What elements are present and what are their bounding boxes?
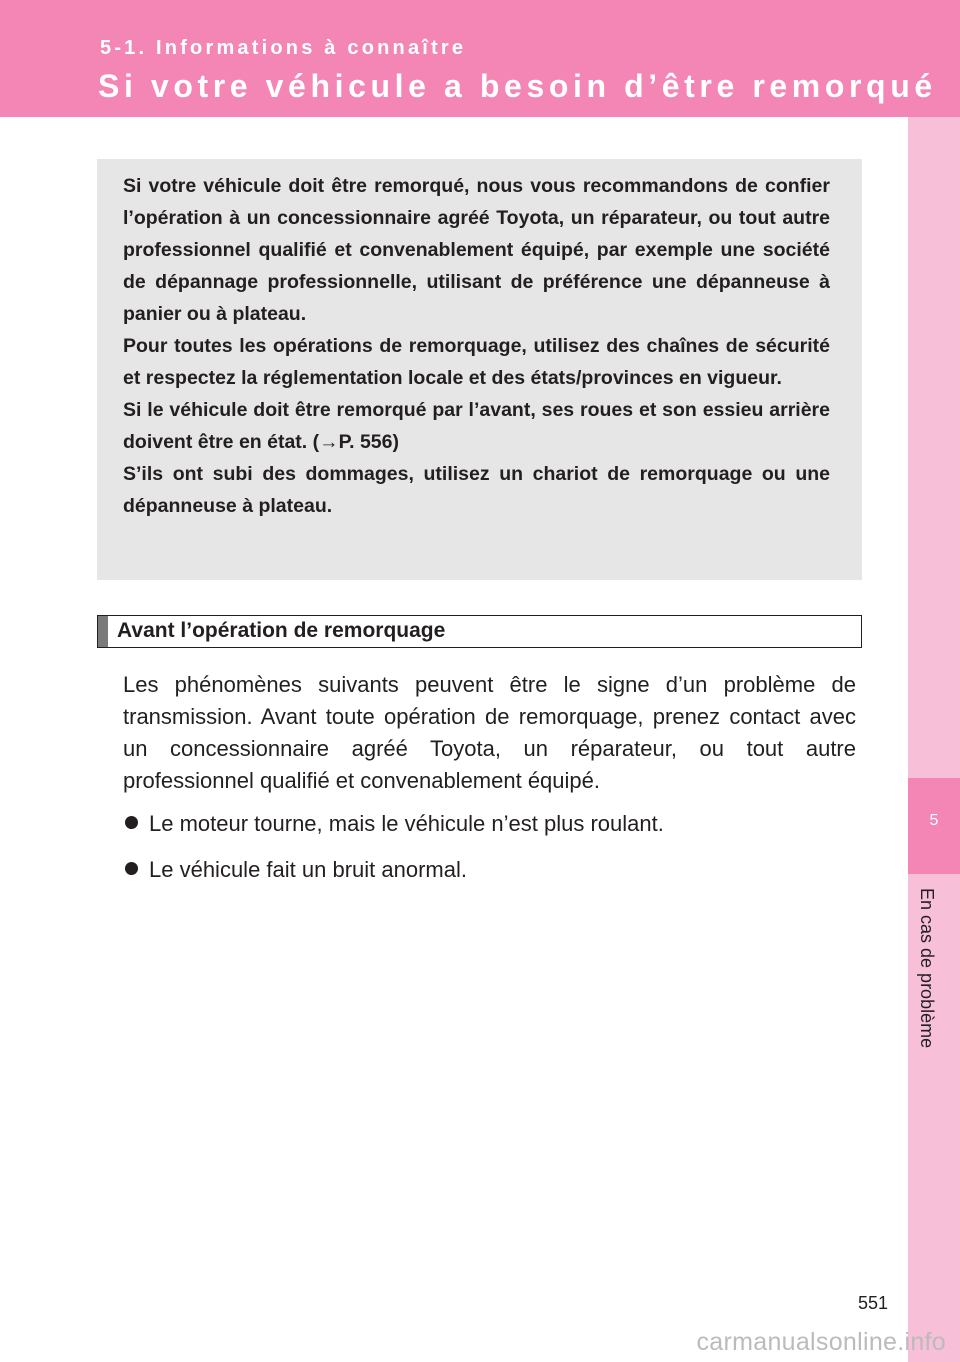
chapter-number: 5 [929, 812, 939, 829]
section-label: 5-1. Informations à connaître [100, 37, 467, 59]
intro-box [97, 159, 862, 580]
intro-paragraph: S’ils ont subi des dommages, utilisez un chariot de remorquage ou une dépanneuse à plateau. [123, 463, 830, 517]
bullet-text: Le véhicule fait un bruit anormal. [149, 857, 467, 882]
chapter-name: En cas de problème [917, 888, 937, 1049]
heading-bar [98, 616, 108, 647]
bullet-item [125, 811, 664, 837]
subsection-heading-label: Avant l’opération de remorquage [117, 619, 446, 642]
chapter-side-strip [908, 117, 960, 1362]
page-number: 551 [858, 1293, 889, 1313]
intro-paragraph: Si votre véhicule doit être remorqué, nous vous recommandons de confier l’opération à un concessionnaire agréé Toyota, un réparateur, ou tout autre professionnel qualifié et convenablement équipé, par exemple une société de dépannage professionnelle, utilisant de préférence une dépanneuse à panier ou à plateau. [123, 175, 830, 325]
intro-paragraph: Pour toutes les opérations de remorquage, utilisez des chaînes de sécurité et respectez la réglementation locale et des états/provinces en vigueur. [123, 335, 830, 389]
page-header [0, 0, 960, 117]
intro-paragraph: Si le véhicule doit être remorqué par l’avant, ses roues et son essieu arrière doivent être en état. (→P. 556) [123, 399, 830, 453]
bullet-dot-icon [125, 862, 138, 875]
intro-text [123, 170, 830, 522]
page-title: Si votre véhicule a besoin d’être remorqué [98, 68, 937, 104]
bullet-item [125, 857, 467, 883]
bullet-text: Le moteur tourne, mais le véhicule n’est plus roulant. [149, 811, 664, 836]
chapter-tab [908, 778, 960, 874]
body-paragraph: Les phénomènes suivants peuvent être le signe d’un problème de transmission. Avant toute opération de remorquage, prenez contact avec un concessionnaire agréé Toyota, un réparateur, ou tout autre professionnel qualifié et convenablement équipé. [123, 672, 856, 793]
watermark: carmanualsonline.info [696, 1328, 946, 1356]
subsection-heading [97, 615, 862, 648]
bullet-dot-icon [125, 816, 138, 829]
